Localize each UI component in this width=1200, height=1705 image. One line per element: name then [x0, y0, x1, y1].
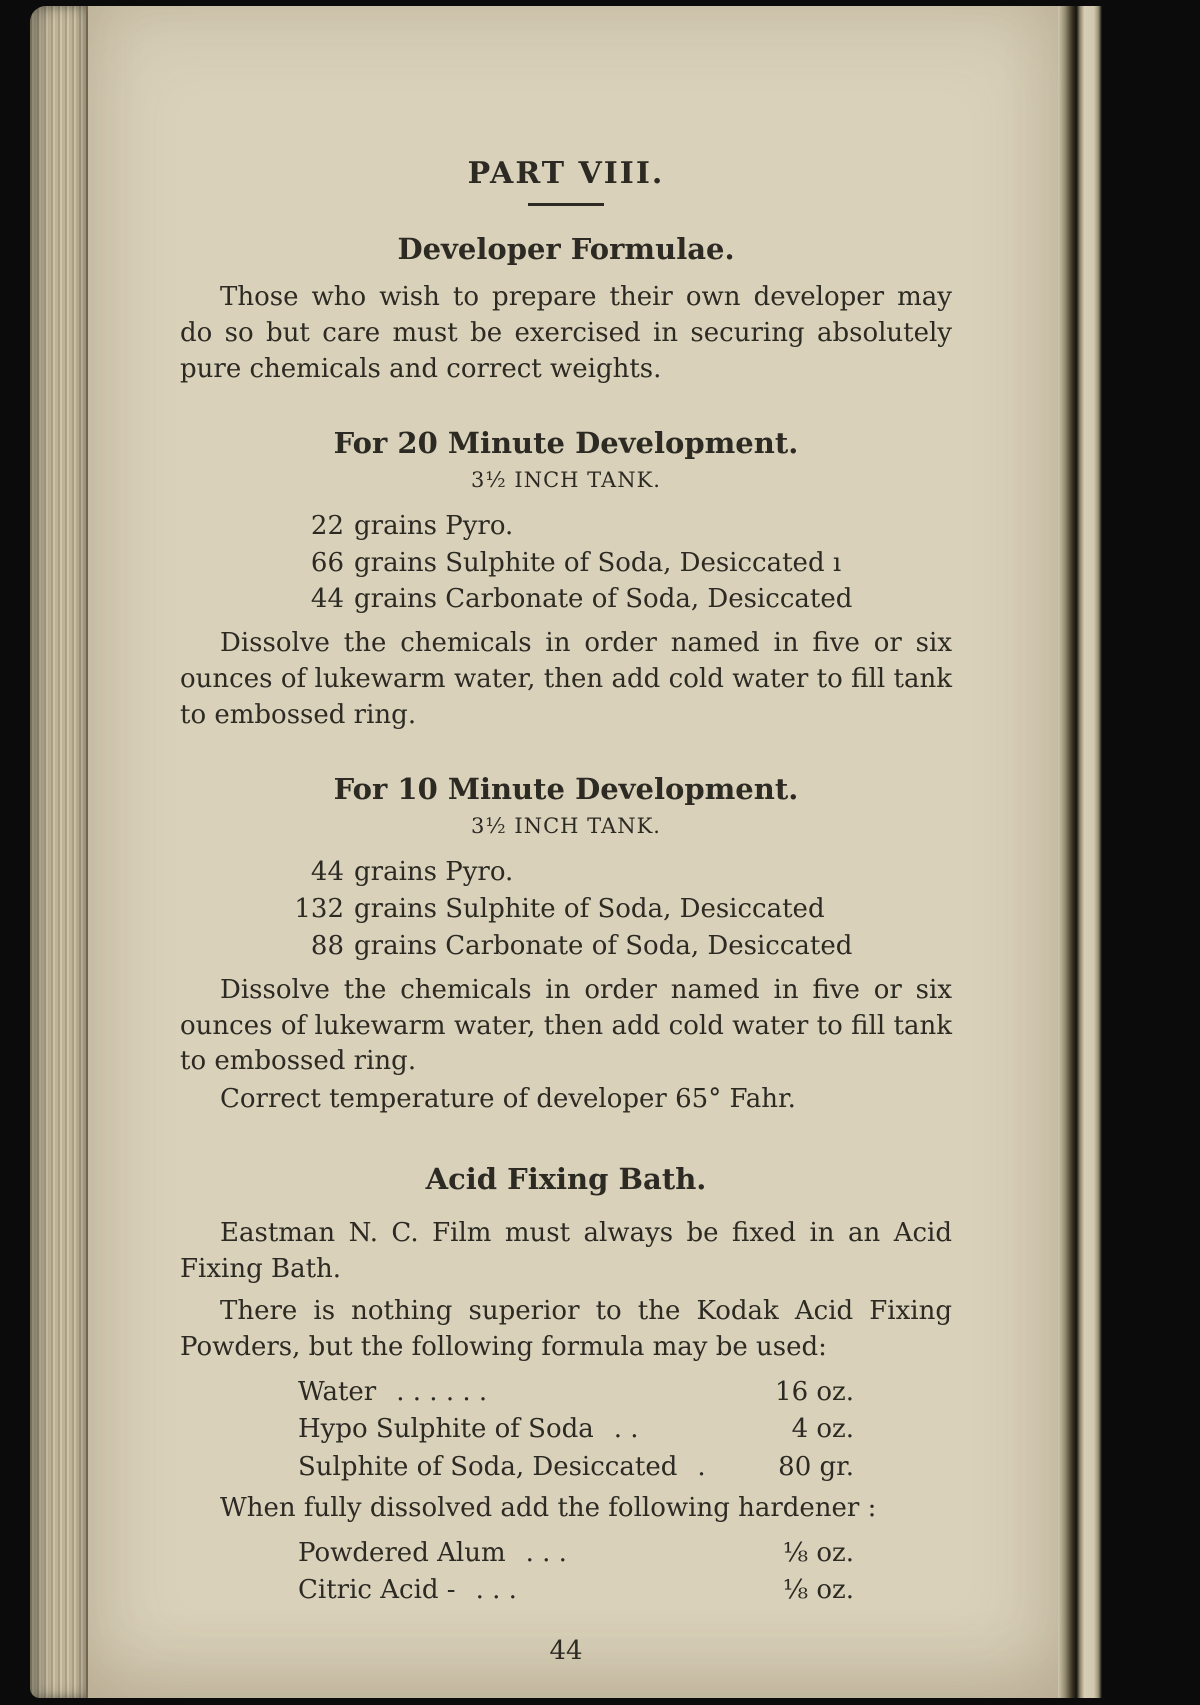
ingredient-qty: 66 — [310, 547, 344, 578]
ingredient-qty: 44 — [310, 584, 344, 615]
formula-ingredient: Powdered Alum — [298, 1537, 506, 1568]
fixing-paragraph-1: Eastman N. C. Film must always be fixed in an Acid Fixing Bath. — [180, 1218, 952, 1285]
dot-leader: . . . — [475, 1575, 517, 1606]
formula-amount: 16 oz. — [775, 1376, 854, 1407]
title-rule — [528, 203, 604, 206]
formula-row — [298, 1572, 854, 1610]
ingredient-row — [288, 891, 952, 928]
ingredient-row — [288, 854, 952, 891]
book-page — [88, 6, 1058, 1698]
formula-row — [298, 1411, 854, 1449]
page-stack-edge — [30, 6, 88, 1698]
book-scan — [30, 6, 1102, 1698]
formula-amount: ⅛ oz. — [782, 1537, 854, 1568]
dot-leader: . . . — [525, 1537, 567, 1568]
ingredient-text: grains Carbonate of Soda, Desiccated — [354, 930, 853, 961]
ingredient-text: grains Sulphite of Soda, Desiccated ı — [354, 547, 842, 578]
formula-amount: ⅛ oz. — [782, 1575, 854, 1606]
ingredient-row — [288, 545, 952, 582]
dev10-ingredient-list — [288, 854, 952, 965]
part-title: PART VIII. — [467, 156, 665, 191]
ingredient-row — [288, 581, 952, 618]
formula-row — [298, 1449, 854, 1487]
page-number: 44 — [549, 1636, 583, 1666]
ingredient-qty: 132 — [294, 893, 344, 924]
fixing-formula-table — [180, 1374, 952, 1487]
ingredient-qty: 22 — [310, 510, 344, 541]
developer-temperature: Correct temperature of developer 65° Fahr. — [220, 1084, 796, 1115]
dot-leader: . . — [613, 1414, 639, 1445]
dot-leader: . — [697, 1452, 706, 1483]
hardener-intro: When fully dissolved add the following hardener : — [220, 1492, 877, 1523]
formula-amount: 80 gr. — [778, 1452, 854, 1483]
ingredient-text: grains Sulphite of Soda, Desiccated — [354, 893, 825, 924]
formula-ingredient: Water — [298, 1376, 377, 1407]
dev10-instructions: Dissolve the chemicals in order named in five or six ounces of lukewarm water, then add cold water to fill tank to embossed ring. — [180, 974, 952, 1077]
formula-row — [298, 1535, 854, 1573]
dev20-heading: For 20 Minute Development. — [333, 425, 799, 460]
formula-amount: 4 oz. — [791, 1414, 854, 1445]
ingredient-text: grains Pyro. — [354, 856, 514, 887]
intro-paragraph: Those who wish to prepare their own developer may do so but care must be exercised in securing absolutely pure chemicals and correct weights. — [180, 282, 952, 384]
ingredient-text: grains Pyro. — [354, 510, 514, 541]
dot-leader: . . . . . . — [396, 1376, 488, 1407]
developer-formulae-title: Developer Formulae. — [397, 232, 735, 266]
acid-fixing-bath-heading: Acid Fixing Bath. — [425, 1162, 707, 1197]
book-gutter-and-next-page-edge — [1058, 6, 1102, 1698]
ingredient-text: grains Carbonate of Soda, Desiccated — [354, 584, 853, 615]
ingredient-qty: 88 — [310, 930, 344, 961]
ingredient-row — [288, 508, 952, 545]
formula-ingredient: Sulphite of Soda, Desiccated — [298, 1452, 678, 1483]
ingredient-row — [288, 928, 952, 965]
formula-ingredient: Hypo Sulphite of Soda — [298, 1414, 594, 1445]
hardener-formula-table — [180, 1535, 952, 1610]
formula-ingredient: Citric Acid - — [298, 1575, 456, 1606]
dev10-tank-size: 3½ INCH TANK. — [471, 813, 661, 838]
formula-row — [298, 1374, 854, 1412]
ingredient-qty: 44 — [310, 856, 344, 887]
dev20-instructions: Dissolve the chemicals in order named in five or six ounces of lukewarm water, then add cold water to fill tank to embossed ring. — [180, 628, 952, 731]
fixing-paragraph-2: There is nothing superior to the Kodak Acid Fixing Powders, but the following formula may be used: — [180, 1295, 952, 1362]
dev20-ingredient-list — [288, 508, 952, 619]
dev20-tank-size: 3½ INCH TANK. — [471, 467, 661, 492]
dev10-heading: For 10 Minute Development. — [333, 771, 799, 806]
